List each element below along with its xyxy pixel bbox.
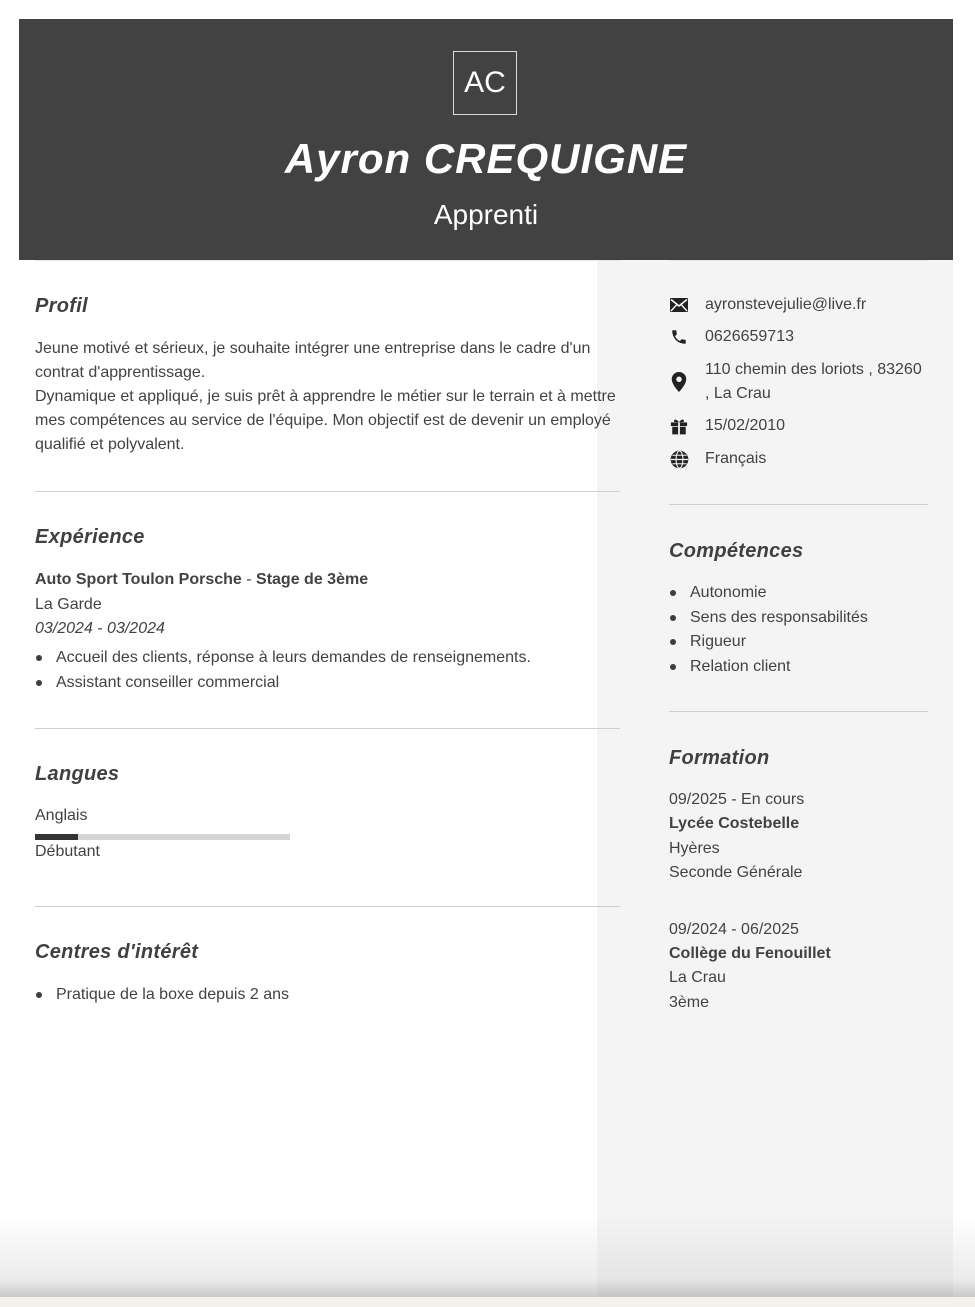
- envelope-icon: [669, 295, 689, 315]
- candidate-name: Ayron CREQUIGNE: [284, 135, 688, 182]
- experience-heading: [35, 568, 620, 592]
- list-item: Accueil des clients, réponse à leurs demandes de renseignements.: [35, 646, 620, 671]
- education-city: La Crau: [669, 969, 726, 986]
- language-name: Anglais: [35, 807, 88, 824]
- initials-badge: AC: [453, 51, 517, 115]
- gift-icon: [669, 416, 689, 436]
- experience-role: Stage de 3ème: [256, 571, 369, 588]
- contact-email: [669, 293, 934, 317]
- address-value: [705, 358, 922, 406]
- globe-icon: [669, 449, 689, 469]
- interests-list: [35, 983, 620, 1008]
- experience-location: La Garde: [35, 596, 102, 613]
- resume-page: [19, 19, 953, 1297]
- experience-dates: 03/2024 - 03/2024: [35, 620, 165, 637]
- resume-header: [19, 19, 953, 260]
- section-title-competences: Compétences: [669, 540, 804, 562]
- education-dates: 09/2024 - 06/2025: [669, 921, 799, 938]
- birthdate-value: 15/02/2010: [705, 417, 786, 434]
- divider: [35, 728, 620, 729]
- nationality-value: Français: [705, 450, 767, 467]
- profile-summary: [35, 337, 625, 457]
- education-city: Hyères: [669, 840, 720, 857]
- divider: [669, 504, 928, 505]
- education-diploma: 3ème: [669, 994, 710, 1011]
- email-value[interactable]: ayronstevejulie@live.fr: [705, 296, 867, 313]
- phone-value[interactable]: 0626659713: [705, 328, 794, 345]
- education-school: Lycée Costebelle: [669, 815, 800, 832]
- contact-phone: [669, 325, 934, 349]
- divider: [35, 906, 620, 907]
- section-title-interets: Centres d'intérêt: [35, 941, 199, 963]
- divider: [669, 711, 928, 712]
- education-dates: 09/2025 - En cours: [669, 791, 805, 808]
- list-item: Assistant conseiller commercial: [35, 671, 620, 696]
- list-item: Rigueur: [669, 630, 929, 655]
- contact-nationality: [669, 447, 934, 471]
- experience-task-list: [35, 646, 620, 695]
- education-diploma: Seconde Générale: [669, 864, 803, 881]
- list-item: Sens des responsabilités: [669, 606, 929, 631]
- list-item: Relation client: [669, 655, 929, 680]
- experience-company: Auto Sport Toulon Porsche: [35, 571, 242, 588]
- divider: [669, 260, 928, 261]
- map-pin-icon: [669, 372, 689, 392]
- list-item: Autonomie: [669, 581, 929, 606]
- language-level-label: Débutant: [35, 843, 100, 860]
- education-school: Collège du Fenouillet: [669, 945, 831, 962]
- address-line: 110 chemin des loriots , 83260: [705, 361, 922, 378]
- profile-paragraph: Dynamique et appliqué, je suis prêt à apprendre le métier sur le terrain et à mettre mes compétences au service de l'équipe. Mon objectif est de devenir un employé qualifié et polyvalent.: [35, 388, 616, 453]
- section-title-formation: Formation: [669, 747, 770, 769]
- viewer-background: [0, 1297, 975, 1307]
- list-item: Pratique de la boxe depuis 2 ans: [35, 983, 620, 1008]
- profile-paragraph: Jeune motivé et sérieux, je souhaite intégrer une entreprise dans le cadre d'un contrat d'apprentissage.: [35, 340, 591, 381]
- phone-icon: [669, 327, 689, 347]
- section-title-experience: Expérience: [35, 526, 145, 548]
- experience-separator: -: [241, 571, 257, 588]
- address-line: , La Crau: [705, 385, 771, 402]
- section-title-profil: Profil: [35, 295, 88, 317]
- skills-list: [669, 581, 929, 679]
- section-title-langues: Langues: [35, 763, 120, 785]
- divider: [35, 491, 620, 492]
- divider: [35, 260, 620, 261]
- job-title: Apprenti: [433, 199, 539, 230]
- contact-address: [669, 358, 934, 406]
- contact-birthdate: [669, 414, 934, 438]
